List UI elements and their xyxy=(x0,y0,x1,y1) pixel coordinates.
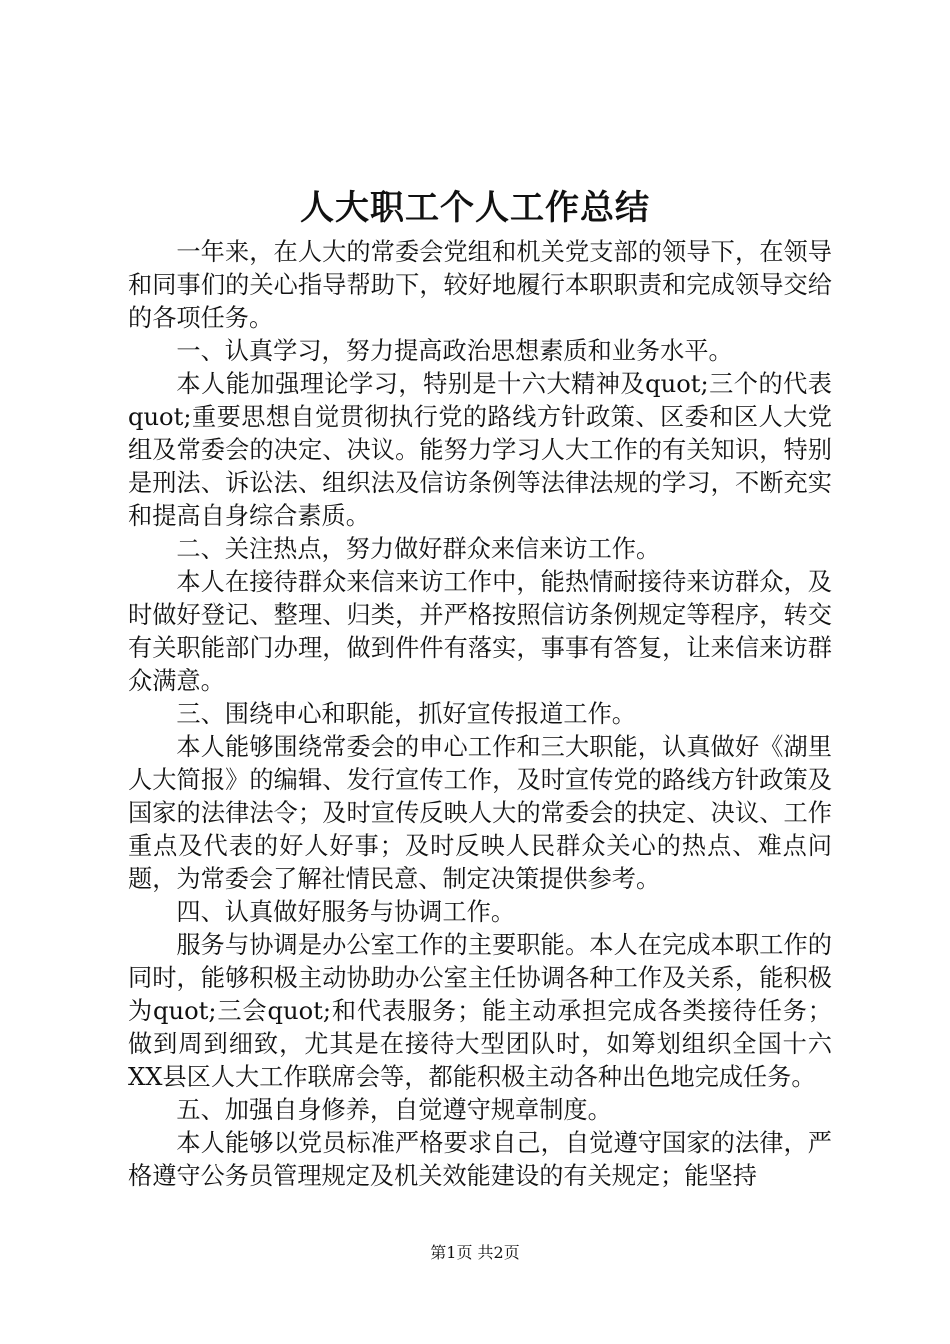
section-heading-5: 五、加强自身修养，自觉遵守规章制度。 xyxy=(176,1096,612,1124)
page-number-footer: 第1页 共2页 xyxy=(430,1243,520,1262)
document-title: 人大职工个人工作总结 xyxy=(300,188,650,228)
section-heading-2: 二、关注热点，努力做好群众来信来访工作。 xyxy=(176,535,661,563)
paragraph-section-4: 服务与协调是办公室工作的主要职能。本人在完成本职工作的同时，能够积极主动协助办公室主任协调各种工作及关系，能积极为quot;三会quot;和代表服务；能主动承担完成各类接待任务；做到周到细致，尤其是在接待大型团队时，如筹划组织全国十六XX县区人大工作联席会等，都能积极主动各种出色地完成任务。 xyxy=(128,931,832,1091)
section-heading-4: 四、认真做好服务与协调工作。 xyxy=(176,898,516,926)
paragraph-section-3: 本人能够围绕常委会的申心工作和三大职能，认真做好《湖里人大简报》的编辑、发行宣传工作，及时宣传党的路线方针政策及国家的法律法令；及时宣传反映人大的常委会的抉定、决议、工作重点及代表的好人好事；及时反映人民群众关心的热点、难点问题，为常委会了解社情民意、制定决策提供参考。 xyxy=(128,733,832,893)
paragraph-section-1: 本人能加强理论学习，特别是十六大精神及quot;三个的代表quot;重要思想自觉贯彻执行党的路线方针政策、区委和区人大党组及常委会的决定、决议。能努力学习人大工作的有关知识，特别是刑法、诉讼法、组织法及信访条例等法律法规的学习，不断充实和提高自身综合素质。 xyxy=(128,370,832,530)
section-heading-3: 三、围绕申心和职能，抓好宣传报道工作。 xyxy=(176,700,636,728)
document-body xyxy=(128,236,832,1193)
paragraph-section-2: 本人在接待群众来信来访工作中，能热情耐接待来访群众，及时做好登记、整理、归类，并严格按照信访条例规定等程序，转交有关职能部门办理，做到件件有落实，事事有答复，让来信来访群众满意。 xyxy=(128,568,832,695)
paragraph-intro: 一年来，在人大的常委会党组和机关党支部的领导下，在领导和同事们的关心指导帮助下，较好地履行本职职责和完成领导交给的各项任务。 xyxy=(128,238,832,332)
paragraph-section-5: 本人能够以党员标准严格要求自己，自觉遵守国家的法律，严格遵守公务员管理规定及机关效能建设的有关规定；能坚持 xyxy=(128,1129,832,1190)
section-heading-1: 一、认真学习，努力提高政治思想素质和业务水平。 xyxy=(176,337,733,365)
